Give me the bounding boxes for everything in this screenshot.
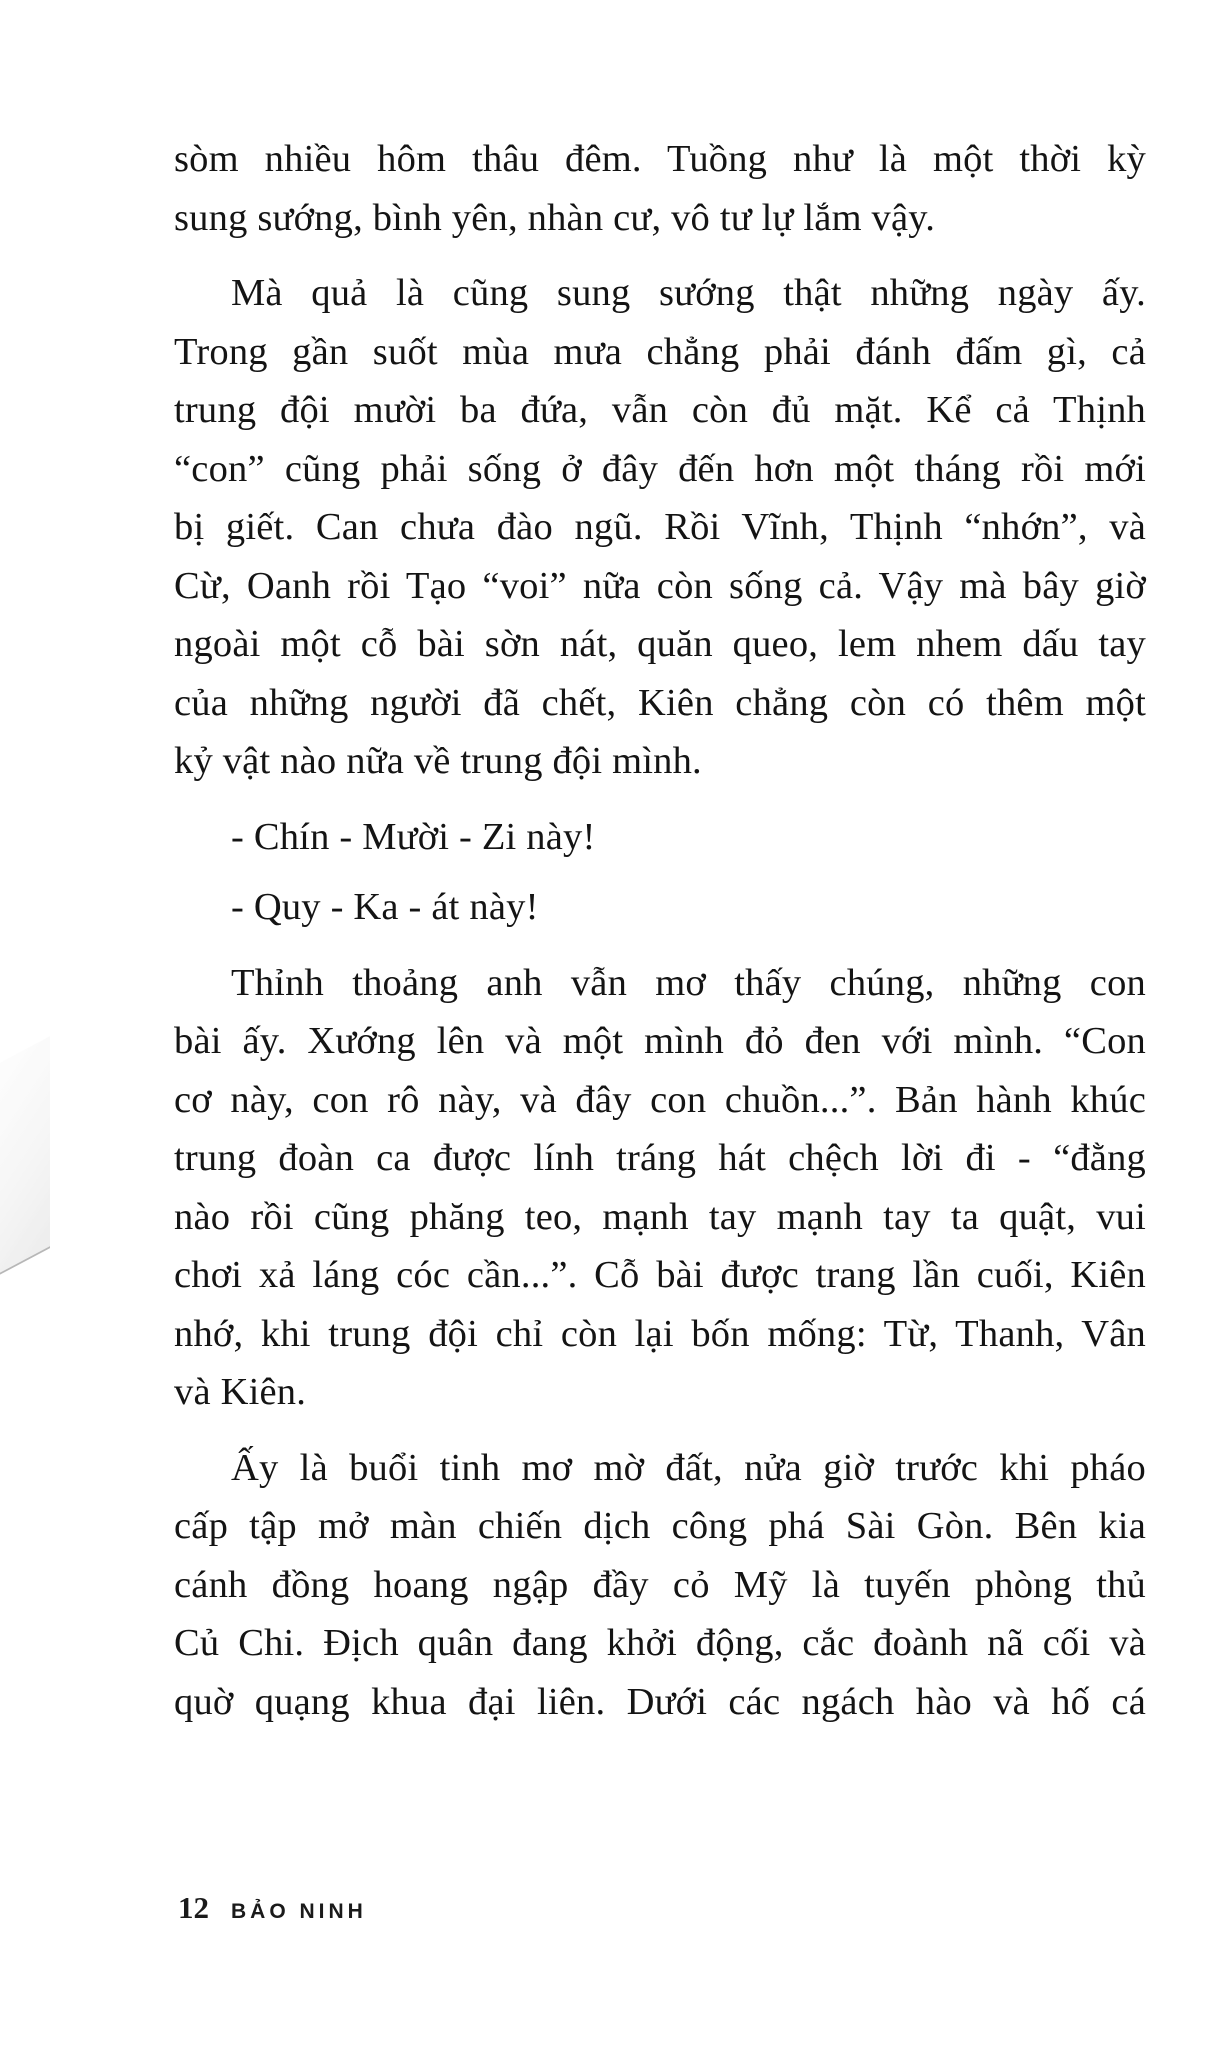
text-line: chơi xả láng cóc cần...”. Cỗ bài được trang lần cuối, Kiên [174, 1254, 1146, 1296]
text-line: cấp tập mở màn chiến dịch công phá Sài Gòn. Bên kia [174, 1505, 1146, 1547]
text-line: kỷ vật nào nữa về trung đội mình. [174, 740, 702, 782]
text-line: Cừ, Oanh rồi Tạo “voi” nữa còn sống cả. Vậy mà bây giờ [174, 564, 1146, 607]
page-curl-shadow [0, 1036, 50, 1296]
text-line: sòm nhiều hôm thâu đêm. Tuồng như là một thời kỳ [174, 138, 1146, 180]
paragraph-1 [174, 130, 1146, 247]
text-line: của những người đã chết, Kiên chẳng còn có thêm một [174, 681, 1146, 724]
page-footer [178, 1890, 367, 1926]
text-line: Ấy là buổi tinh mơ mờ đất, nửa giờ trước khi pháo [231, 1446, 1146, 1489]
dialogue-line-2 [174, 878, 1146, 937]
text-line: ngoài một cỗ bài sờn nát, quăn queo, lem nhem dấu tay [174, 623, 1146, 665]
page-number: 12 [178, 1890, 209, 1925]
text-line: bị giết. Can chưa đào ngũ. Rồi Vĩnh, Thịnh “nhớn”, và [174, 506, 1146, 548]
paragraph-2 [174, 264, 1146, 791]
text-line: trung đội mười ba đứa, vẫn còn đủ mặt. Kể cả Thịnh [174, 389, 1146, 431]
dialogue-line-1 [174, 808, 1146, 867]
text-line: “con” cũng phải sống ở đây đến hơn một tháng rồi mới [174, 447, 1146, 490]
text-line: nào rồi cũng phăng teo, mạnh tay mạnh tay ta quật, vui [174, 1195, 1146, 1238]
running-head-author: BẢO NINH [231, 1900, 367, 1923]
text-line: Mà quả là cũng sung sướng thật những ngày ấy. [231, 272, 1146, 314]
text-line: Củ Chi. Địch quân đang khởi động, cắc đoành nã cối và [174, 1622, 1146, 1664]
paragraph-4 [174, 1439, 1146, 1732]
text-line: cánh đồng hoang ngập đầy cỏ Mỹ là tuyến phòng thủ [174, 1563, 1146, 1606]
text-line: - Quy - Ka - át này! [231, 886, 539, 928]
text-line: - Chín - Mười - Zi này! [231, 815, 596, 858]
text-line: Thỉnh thoảng anh vẫn mơ thấy chúng, những con [231, 961, 1146, 1004]
text-line: cơ này, con rô này, và đây con chuồn...”. Bản hành khúc [174, 1078, 1146, 1121]
text-line: nhớ, khi trung đội chỉ còn lại bốn mống: Từ, Thanh, Vân [174, 1312, 1146, 1355]
text-line: quờ quạng khua đại liên. Dưới các ngách hào và hố cá [174, 1680, 1146, 1723]
text-line: Trong gần suốt mùa mưa chẳng phải đánh đấm gì, cả [174, 330, 1146, 373]
paragraph-3 [174, 954, 1146, 1422]
text-line: sung sướng, bình yên, nhàn cư, vô tư lự lắm vậy. [174, 196, 936, 239]
body-text [174, 130, 1146, 1748]
text-line: và Kiên. [174, 1371, 307, 1413]
text-line: trung đoàn ca được lính tráng hát chệch lời đi - “đằng [174, 1137, 1146, 1179]
text-line: bài ấy. Xướng lên và một mình đỏ đen với mình. “Con [174, 1020, 1146, 1062]
